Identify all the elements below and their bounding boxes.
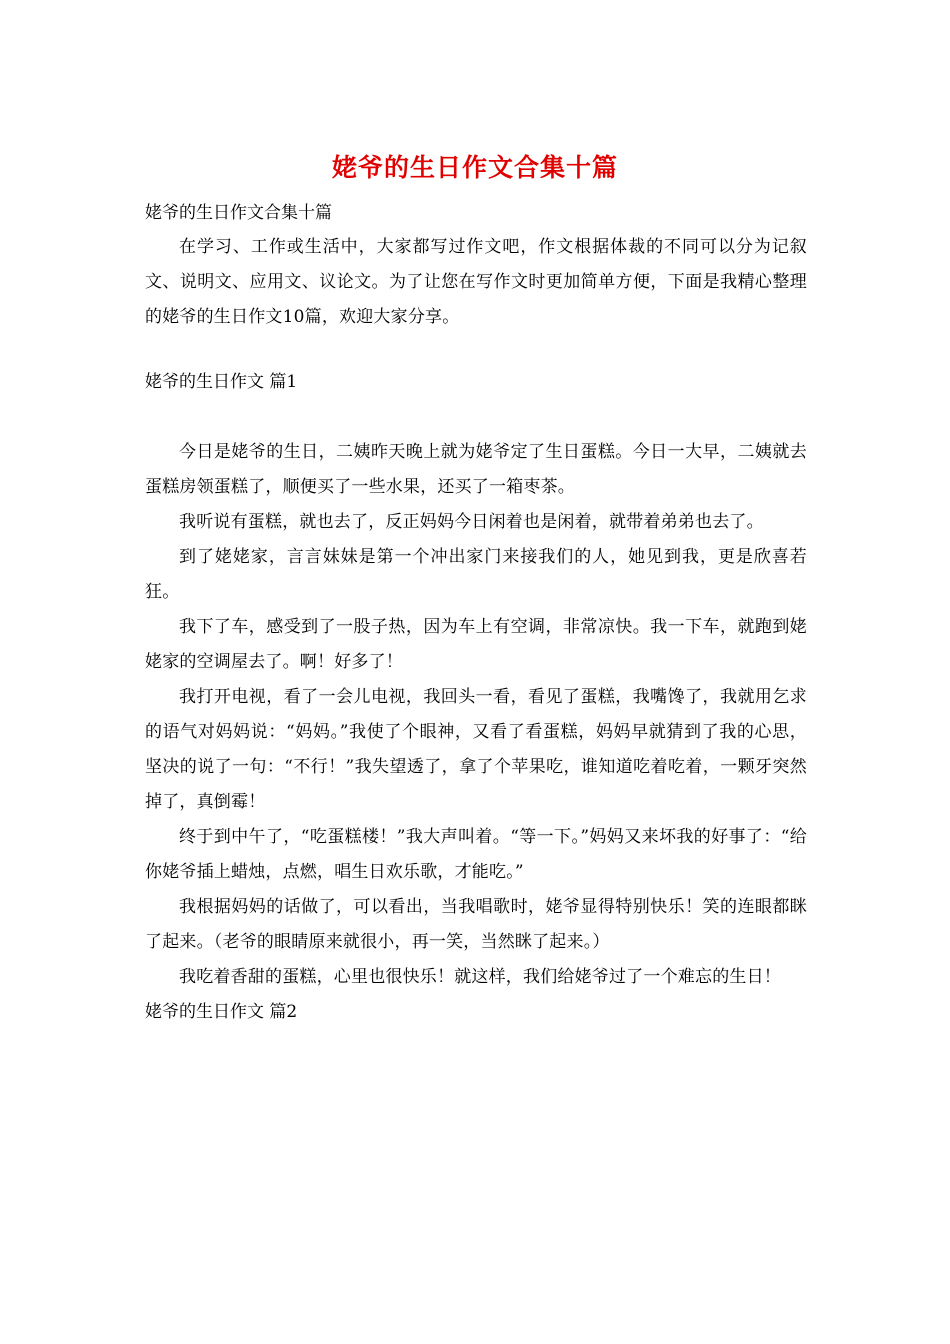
- body-paragraph: 我听说有蛋糕，就也去了，反正妈妈今日闲着也是闲着，就带着弟弟也去了。: [179, 512, 764, 532]
- document-body: [145, 196, 807, 1029]
- spacer: [145, 335, 807, 365]
- spacer: [145, 399, 807, 435]
- document-title: 姥爷的生日作文合集十篇: [331, 153, 618, 182]
- document-subtitle: 姥爷的生日作文合集十篇: [145, 203, 332, 223]
- body-paragraph: 我吃着香甜的蛋糕，心里也很快乐！就这样，我们给姥爷过了一个难忘的生日！: [179, 967, 781, 987]
- section-heading-1: 姥爷的生日作文 篇1: [145, 372, 298, 392]
- body-paragraph: 今日是姥爷的生日，二姨昨天晚上就为姥爷定了生日蛋糕。今日一大早，二姨就去蛋糕房领蛋糕了，顺便买了一些水果，还买了一箱枣茶。: [145, 442, 807, 497]
- body-paragraph: 我打开电视，看了一会儿电视，我回头一看，看见了蛋糕，我嘴馋了，我就用乞求的语气对妈妈说：“妈妈。”我使了个眼神，又看了看蛋糕，妈妈早就猜到了我的心思，坚决的说了一句：“不行！”我失望透了，拿了个苹果吃，谁知道吃着吃着，一颗牙突然掉了，真倒霉！: [145, 687, 807, 812]
- body-paragraph: 到了姥姥家，言言妹妹是第一个冲出家门来接我们的人，她见到我，更是欣喜若狂。: [145, 547, 807, 602]
- section-heading-2: 姥爷的生日作文 篇2: [145, 1002, 298, 1022]
- intro-paragraph: 在学习、工作或生活中，大家都写过作文吧，作文根据体裁的不同可以分为记叙文、说明文、应用文、议论文。为了让您在写作文时更加简单方便，下面是我精心整理的姥爷的生日作文10篇，欢迎大家分享。: [145, 237, 807, 327]
- body-paragraph: 我根据妈妈的话做了，可以看出，当我唱歌时，姥爷显得特别快乐！笑的连眼都眯了起来。（老爷的眼睛原来就很小，再一笑，当然眯了起来。）: [145, 897, 807, 952]
- body-paragraph: 终于到中午了，“吃蛋糕楼！”我大声叫着。“等一下。”妈妈又来坏我的好事了：“给你姥爷插上蜡烛，点燃，唱生日欢乐歌，才能吃。”: [145, 827, 807, 882]
- body-paragraph: 我下了车，感受到了一股子热，因为车上有空调，非常凉快。我一下车，就跑到姥姥家的空调屋去了。啊！好多了！: [145, 617, 807, 672]
